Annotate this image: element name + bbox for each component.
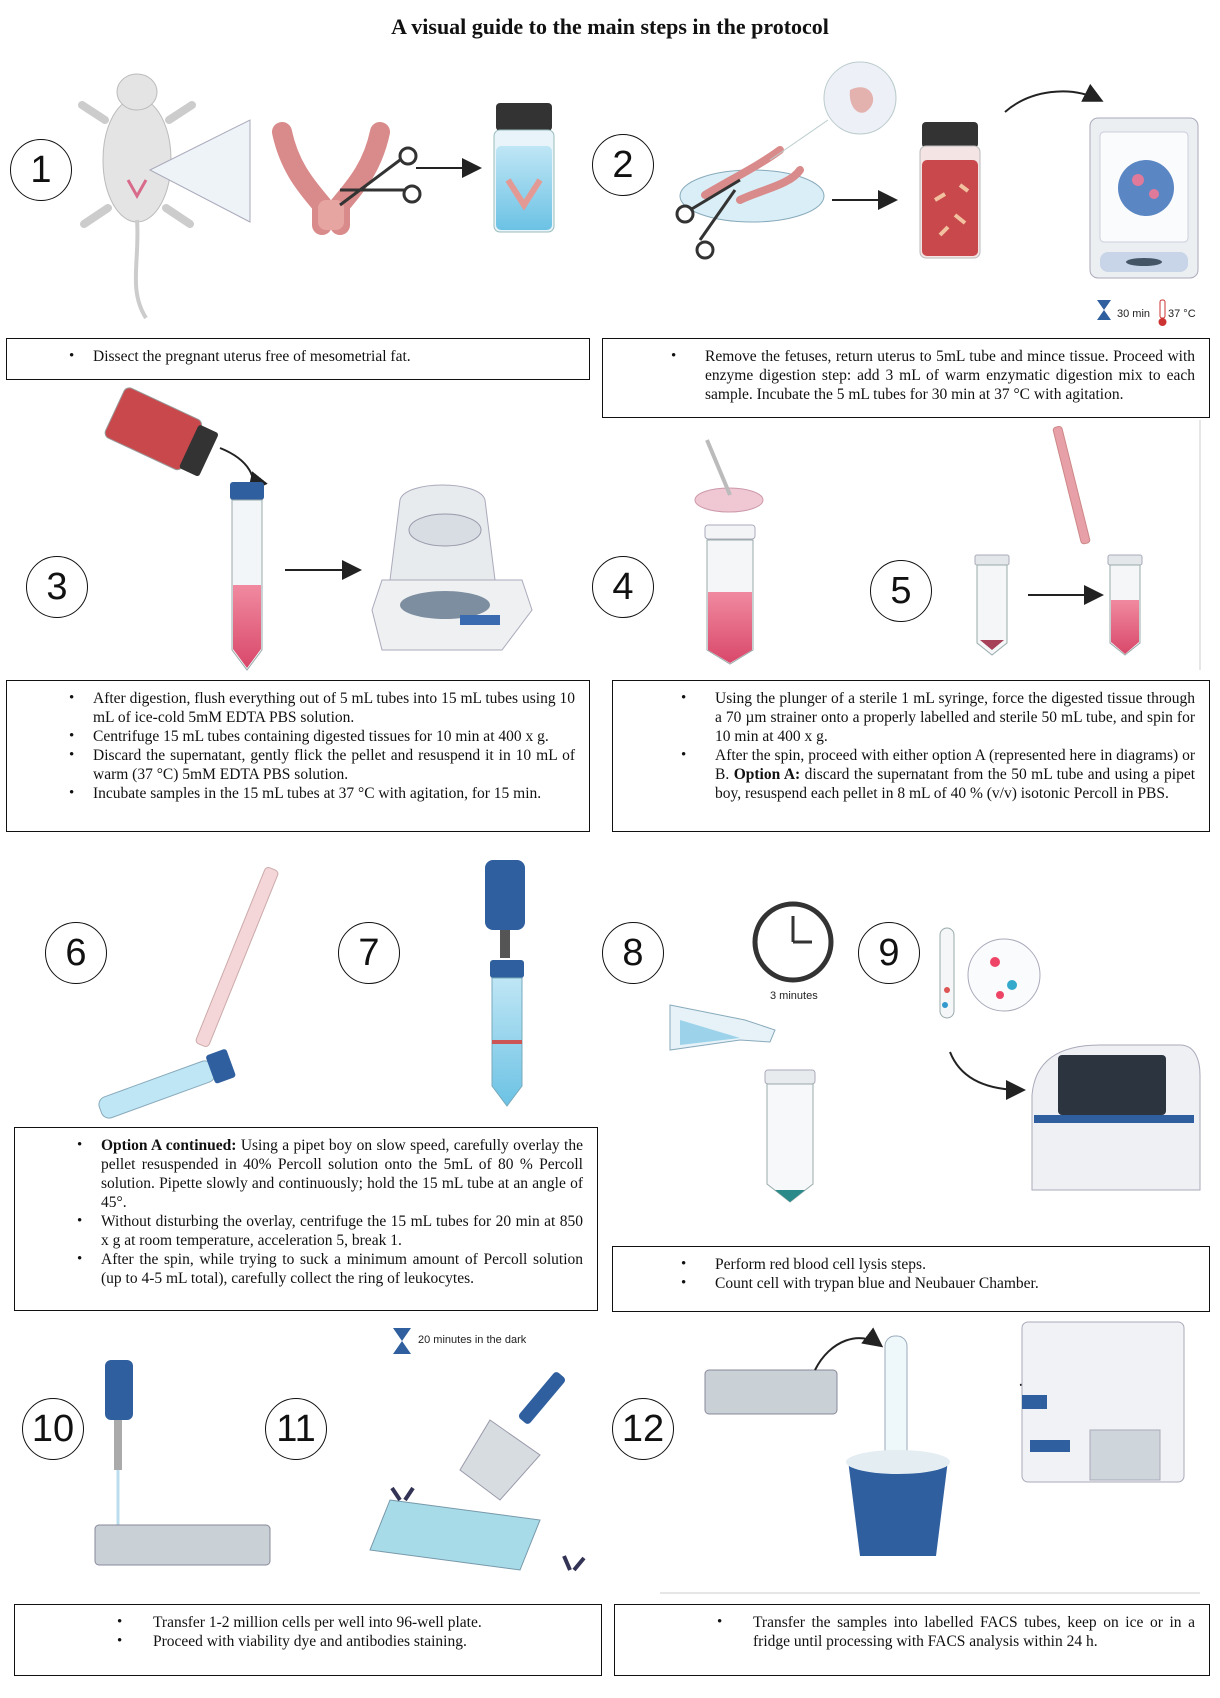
step-7-marker: 7	[338, 922, 400, 984]
step-10-bullet-1: • Transfer 1-2 million cells per well into 96-well plate.	[25, 1613, 587, 1632]
petri-dish-illustration	[677, 62, 896, 258]
step-10-11-description	[14, 1604, 602, 1676]
tube-with-minced-tissue	[920, 122, 980, 258]
step-4-5-description	[612, 680, 1210, 832]
facs-tube-on-ice	[846, 1336, 950, 1556]
multichannel-pipette-staining	[370, 1371, 584, 1570]
tube-50ml-lysis	[765, 1070, 815, 1202]
step-11-marker: 11	[265, 1398, 327, 1460]
option-a-heading: Option A:	[733, 766, 801, 783]
hourglass-icon	[1097, 300, 1111, 320]
step-9-bullet-1: • Perform red blood cell lysis steps.	[623, 1255, 1195, 1274]
step-1-description	[6, 338, 590, 380]
step-9-description	[612, 1246, 1210, 1312]
step-8-bullet-1: • After the spin, while trying to suck a minimum amount of Percoll solution (up to 4-5 mL total), carefully collect the ring of leukocytes.	[25, 1250, 583, 1288]
step-3-description	[6, 680, 590, 832]
step-3-bullet-3: • Discard the supernatant, gently flick the pellet and resuspend it in 10 mL of warm (37 °C) 5mM EDTA PBS solution.	[17, 746, 575, 784]
step-3-bullet-4: • Incubate samples in the 15 mL tubes at 37 °C with agitation, for 15 min.	[17, 784, 575, 803]
step-9-marker: 9	[858, 922, 920, 984]
thermometer-icon	[1159, 300, 1167, 326]
facs-cytometer	[1022, 1322, 1184, 1482]
dark-incubation-hourglass	[393, 1328, 411, 1354]
step-12-marker: 12	[612, 1398, 674, 1460]
uterus-illustration	[282, 132, 420, 230]
option-a-text-after: discard the supernatant from the 50 mL tube and using a pipet boy, resuspend each pellet in 8 mL of 40 % (v/v) isotonic Percoll in PBS.	[715, 766, 1196, 802]
cell-counter-device	[1032, 1045, 1200, 1190]
trypan-blue-tube	[940, 928, 1040, 1018]
step-3-bullet-2: • Centrifuge 15 mL tubes containing digested tissues for 10 min at 400 x g.	[17, 727, 575, 746]
falcon-15ml-tube	[230, 482, 264, 670]
step-4-marker: 4	[592, 556, 654, 618]
step-1-bullet-1: • Dissect the pregnant uterus free of mesometrial fat.	[17, 347, 575, 366]
option-a-cont-text-after: Using a pipet boy on slow speed, carefully overlay the pellet resuspended in 40% Percoll solution onto the 5mL of 80 % Percoll solution. Pipette slowly and continuously; hold the 15 mL tube at an angle of 45°.	[101, 1137, 583, 1211]
step-3-marker: 3	[26, 556, 88, 618]
step-5-marker: 5	[870, 560, 932, 622]
flask-illustration	[670, 1005, 775, 1050]
step-9-bullet-2: • Count cell with trypan blue and Neubauer Chamber.	[623, 1274, 1195, 1293]
dark-incubation-label: 20 minutes in the dark	[418, 1334, 527, 1346]
cell-strainer-tube	[695, 440, 763, 664]
step-12-description	[614, 1604, 1210, 1676]
step-5-bullet-1	[623, 746, 1195, 803]
timer-label: 3 minutes	[770, 990, 818, 1002]
micropipette-96well	[95, 1360, 270, 1565]
serological-pipette-overlay	[95, 866, 279, 1124]
step-3-bullet-1: • After digestion, flush everything out of 5 mL tubes into 15 mL tubes using 10 mL of ice-cold 5mM EDTA PBS solution.	[17, 689, 575, 727]
step-10-marker: 10	[22, 1398, 84, 1460]
pipette-transfer	[975, 426, 1090, 655]
tube-with-uterus	[494, 103, 554, 232]
step-6-8-description	[14, 1127, 598, 1311]
step-2-marker: 2	[592, 134, 654, 196]
option-a-continued-heading: Option A continued:	[101, 1137, 237, 1154]
step-7-bullet-1: • Without disturbing the overlay, centrifuge the 15 mL tubes for 20 min at 850 x g at room temperature, acceleration 5, break 1.	[25, 1212, 583, 1250]
mouse-illustration	[82, 74, 250, 318]
step-6-bullet-1	[25, 1136, 583, 1212]
step-11-bullet-1: • Proceed with viability dye and antibodies staining.	[25, 1632, 587, 1651]
step-8-marker: 8	[602, 922, 664, 984]
incubator-shaker	[1090, 118, 1198, 278]
micropipette-15ml-tube	[485, 860, 525, 1106]
incubation-temp-label: 37 °C	[1168, 308, 1196, 320]
timer-clock	[755, 904, 831, 980]
step-4-bullet-1: • Using the plunger of a sterile 1 mL syringe, force the digested tissue through a 70 µm strainer onto a properly labelled and sterile 50 mL tube, and spin for 10 min at 400 x g.	[623, 689, 1195, 746]
option-a-text-before: After the spin, proceed with either option A (represented here in diagrams) or B.	[715, 747, 1195, 783]
tube-pouring-illustration	[103, 386, 253, 490]
incubation-time-label: 30 min	[1117, 308, 1151, 320]
step-1-marker: 1	[10, 139, 72, 201]
centrifuge-illustration	[372, 485, 532, 650]
step-2-description	[602, 338, 1210, 418]
96well-plate	[705, 1370, 837, 1414]
page-title: A visual guide to the main steps in the protocol	[391, 14, 829, 39]
step-2-bullet-1: • Remove the fetuses, return uterus to 5mL tube and mince tissue. Proceed with enzyme digestion step: add 3 mL of warm enzymatic digestion mix to each sample. Incubate the 5 mL tubes for 30 min at 37 °C with agitation.	[613, 347, 1195, 404]
step-12-bullet-1: • Transfer the samples into labelled FACS tubes, keep on ice or in a fridge until processing with FACS analysis within 24 h.	[625, 1613, 1195, 1651]
tube-percoll-suspension	[1108, 555, 1142, 655]
step-6-marker: 6	[45, 922, 107, 984]
